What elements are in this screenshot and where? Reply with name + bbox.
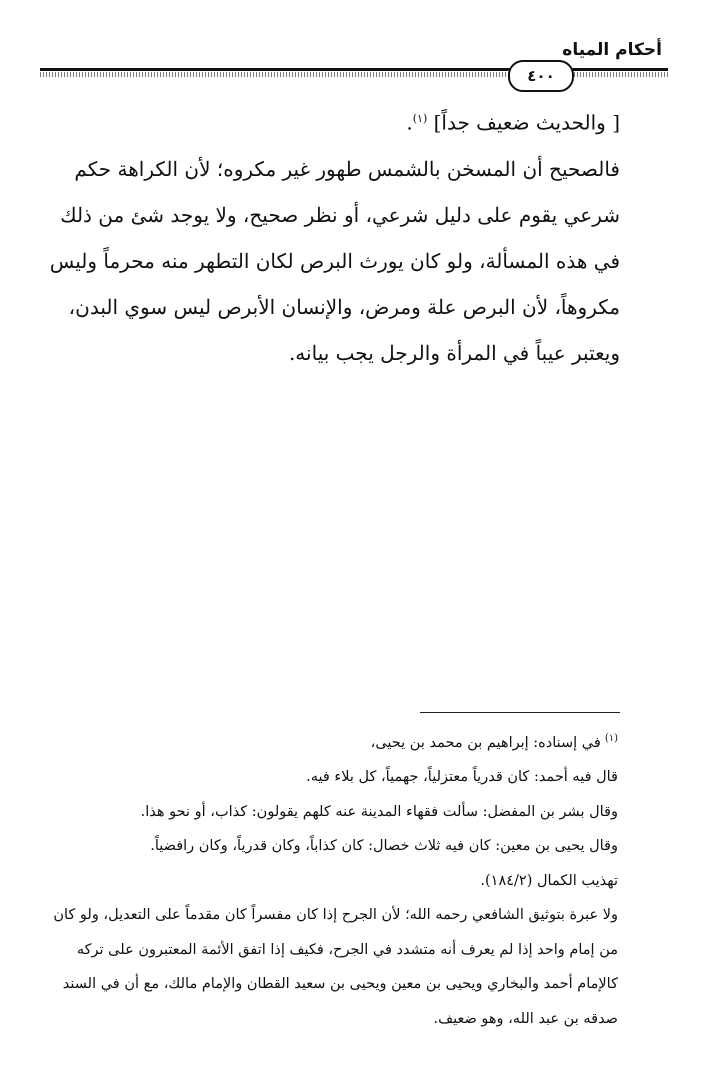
footnote-separator (420, 712, 620, 713)
running-title: أحكام المياه (562, 40, 662, 60)
footnotes (48, 722, 618, 1036)
paragraph-1-end: . (406, 110, 413, 135)
main-text (48, 96, 620, 376)
footnote-line-2: قال فيه أحمد: كان قدرياً معتزلياً، جهمياً، كل بلاء فيه. (306, 769, 618, 786)
footnote-marker: (١) (604, 733, 618, 744)
paragraph-1-text: [ والحديث ضعيف جداً] (427, 110, 620, 135)
footnote-line-1: في إسناده: إبراهيم بن محمد بن يحيى، (370, 734, 601, 751)
footnote-reference: (١) (412, 112, 428, 125)
header-rule (40, 68, 668, 71)
page-number: ٤٠٠ (508, 60, 574, 92)
footnote-line-4: وقال يحيى بن معين: كان فيه ثلاث خصال: كان كذاباً، وكان قدرياً، وكان رافضياً. (150, 838, 618, 855)
footnote-line (48, 722, 618, 760)
footnote-line-5: تهذيب الكمال (١٨٤/٢). (480, 872, 618, 889)
paragraph-1 (48, 96, 620, 146)
footnote-line-6: ولا عبرة بتوثيق الشافعي رحمه الله؛ لأن الجرح إذا كان مفسراً كان مقدماً على التعديل، ولو كان من إمام واحد إذا لم يعرف أنه متشدد في الجرح، فكيف إذا اتفق الأئمة المعتبرون على تركه كالإمام أحمد والبخاري ويحيى بن معين ويحيى بن سعيد القطان والإمام مالك، مع أن في السند صدقه بن عبد الله، وهو ضعيف. (53, 907, 618, 1027)
page-header (40, 38, 668, 88)
footnote-line-3: وقال بشر بن المفضل: سألت فقهاء المدينة عنه كلهم يقولون: كذاب، أو نحو هذا. (140, 803, 618, 820)
paragraph-2: فالصحيح أن المسخن بالشمس طهور غير مكروه؛ لأن الكراهة حكم شرعي يقوم على دليل شرعي، أو نظر صحيح، ولا يوجد شئ من ذلك في هذه المسألة، ولو كان يورث البرص لكان التطهر منه محرماً وليس مكروهاً، لأن البرص علة ومرض، والإنسان الأبرص ليس سوي البدن، ويعتبر عيباً في المرأة والرجل يجب بيانه. (49, 156, 620, 365)
